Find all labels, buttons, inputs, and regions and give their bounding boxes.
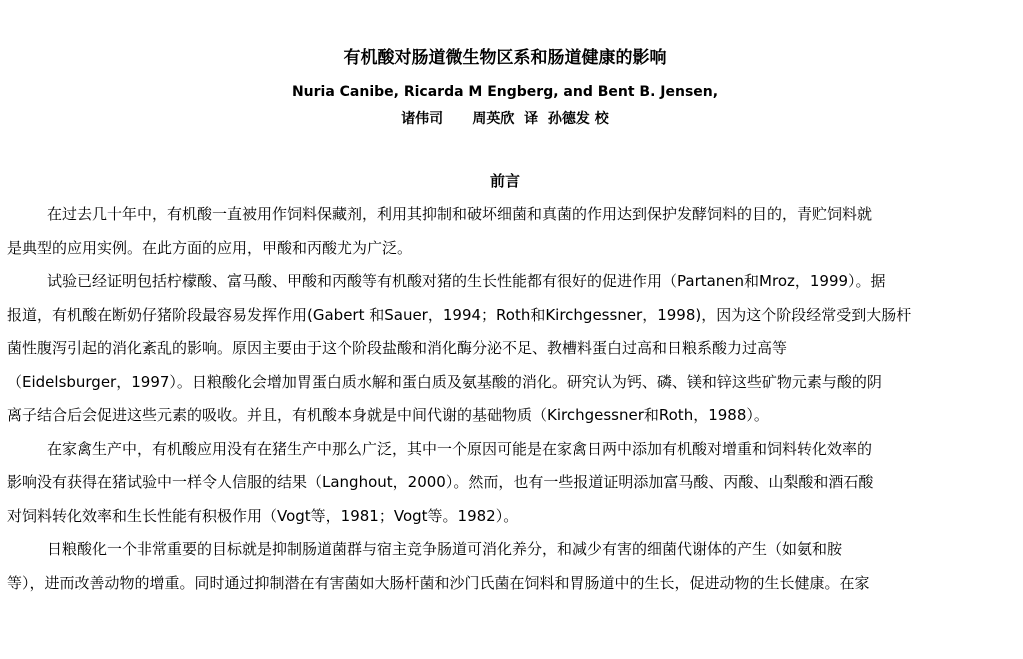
- preface-body: [7, 200, 1003, 602]
- body-line: 等），进而改善动物的增重。同时通过抑制潜在有害菌如大肠杆菌和沙门氏菌在饲料和胃肠道中的生长，促进动物的生长健康。在家: [7, 573, 870, 592]
- body-line: 离子结合后会促进这些元素的吸收。并且，有机酸本身就是中间代谢的基础物质（Kirchgessner和Roth，1988）。: [7, 406, 769, 424]
- paper-title: 有机酸对肠道微生物区系和肠道健康的影响: [343, 48, 667, 68]
- author-line: Nuria Canibe, Ricarda M Engberg, and Bent B. Jensen,: [291, 84, 719, 100]
- body-line: 在家禽生产中，有机酸应用没有在猪生产中那么广泛，其中一个原因可能是在家禽日两中添加有机酸对增重和饲料转化效率的: [47, 439, 873, 458]
- body-line: 报道，有机酸在断奶仔猪阶段最容易发挥作用(Gabert 和Sauer，1994；Roth和Kirchgessner，1998)，因为这个阶段经常受到大肠杆: [7, 305, 912, 324]
- body-line: 对饲料转化效率和生长性能有积极作用（Vogt等，1981；Vogt等。1982）。: [7, 506, 519, 525]
- body-line: 日粮酸化一个非常重要的目标就是抑制肠道菌群与宿主竞争肠道可消化养分，和减少有害的细菌代谢体的产生（如氨和胺: [47, 540, 843, 558]
- body-line: 是典型的应用实例。在此方面的应用，甲酸和丙酸尤为广泛。: [7, 238, 413, 257]
- body-line: 在过去几十年中，有机酸一直被用作饲料保藏剂，利用其抑制和破坏细菌和真菌的作用达到保护发酵饲料的目的，青贮饲料就: [47, 205, 873, 223]
- body-line: 菌性腹泻引起的消化紊乱的影响。原因主要由于这个阶段盐酸和消化酶分泌不足、教槽料蛋白过高和日粮系酸力过高等: [7, 339, 788, 357]
- translator-line: 诸伟司 周英欣 译 孙德发 校: [401, 111, 609, 127]
- body-line: 影响没有获得在猪试验中一样令人信服的结果（Langhout，2000）。然而，也有一些报道证明添加富马酸、丙酸、山梨酸和酒石酸: [7, 473, 874, 491]
- section-heading-preface: 前言: [489, 172, 520, 190]
- body-line: 试验已经证明包括柠檬酸、富马酸、甲酸和丙酸等有机酸对猪的生长性能都有很好的促进作用（Partanen和Mroz，1999）。据: [47, 272, 886, 290]
- body-line: （Eidelsburger，1997）。日粮酸化会增加胃蛋白质水解和蛋白质及氨基酸的消化。研究认为钙、磷、镁和锌这些矿物元素与酸的阴: [7, 372, 882, 391]
